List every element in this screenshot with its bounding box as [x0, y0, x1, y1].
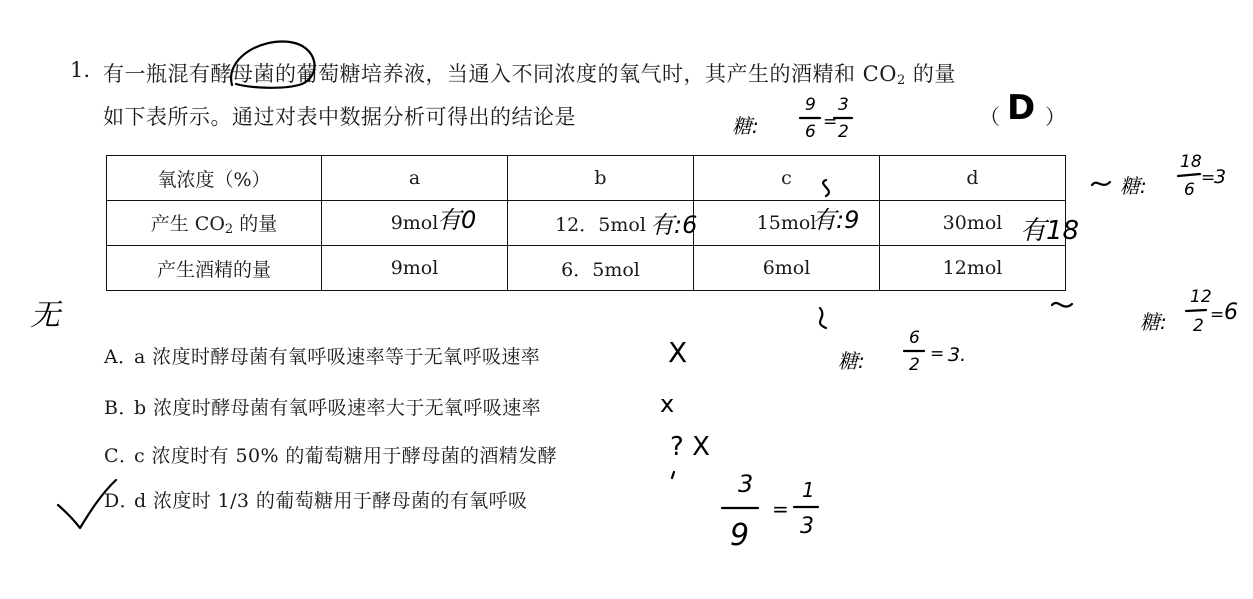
handwritten-fraction-den: 2	[838, 122, 849, 142]
question-stem-line1: 有一瓶混有酵母菌的葡萄糖培养液，当通入不同浓度的氧气时，其产生的酒精和 $CO_2$ 的量	[103, 62, 956, 88]
handwritten-fraction-num: 6	[909, 328, 920, 348]
handwritten-fraction-den: 3	[800, 514, 814, 539]
table-cell: 12．5mol	[508, 201, 694, 246]
handwritten-result: 6	[1224, 300, 1238, 325]
handwritten-tang-label: 糖:	[732, 114, 759, 138]
tilde-mark	[1052, 303, 1072, 307]
handwritten-tang-label: 糖:	[838, 349, 865, 373]
handwritten-fraction-num: 3	[838, 95, 849, 115]
tilde-mark	[1092, 182, 1110, 185]
table-cell: 产生酒精的量	[107, 246, 322, 291]
handwritten-wu: 无	[30, 298, 60, 333]
table-row	[107, 246, 1066, 291]
table-cell: a	[322, 156, 508, 201]
handwritten-tang-label: 糖:	[1120, 174, 1147, 198]
handwritten-equals: =	[823, 112, 838, 132]
handwritten-you-c: 有:9	[812, 206, 860, 234]
handwritten-fraction-num: 12	[1190, 287, 1212, 307]
handwritten-fraction-den: 9	[730, 518, 750, 553]
handwritten-fraction-num: 1	[802, 478, 815, 502]
question-stem-line2: 如下表所示。通过对表中数据分析可得出的结论是	[103, 105, 576, 129]
handwritten-equals: =	[1201, 168, 1216, 188]
answer-paren-right: ）	[1045, 105, 1066, 129]
handwritten-fraction-num: 3	[738, 470, 754, 498]
table-row	[107, 201, 1066, 246]
data-table	[106, 155, 1066, 291]
table-cell: 15mol	[694, 201, 880, 246]
fraction-bar	[1178, 174, 1200, 176]
table-row	[107, 156, 1066, 201]
handwritten-answer: D	[1007, 88, 1036, 128]
handwritten-you-b: 有:6	[650, 211, 698, 239]
handwritten-question-mark: ? X	[670, 432, 710, 462]
handwritten-result: 3	[1214, 166, 1227, 188]
table-cell: 9mol	[322, 201, 508, 246]
option-a[interactable]: A．a 浓度时酵母菌有氧呼吸速率等于无氧呼吸速率	[104, 346, 541, 368]
table-cell: 产生 $CO_2$ 的量	[107, 201, 322, 246]
handwritten-result: 3.	[948, 344, 967, 366]
answer-paren-left: （	[979, 105, 1000, 129]
handwritten-fraction-den: 6	[1184, 180, 1195, 200]
handwritten-x-mark: X	[668, 336, 688, 369]
handwritten-fraction-den: 2	[909, 355, 920, 375]
option-b[interactable]: B．b 浓度时酵母菌有氧呼吸速率大于无氧呼吸速率	[104, 397, 542, 419]
table-cell: 6mol	[694, 246, 880, 291]
table-cell: 12mol	[880, 246, 1066, 291]
table-cell: d	[880, 156, 1066, 201]
option-d[interactable]: D．d 浓度时 1/3 的葡萄糖用于酵母菌的有氧呼吸	[104, 490, 528, 512]
handwritten-fraction-num: 9	[805, 95, 816, 115]
comma-mark	[672, 472, 674, 478]
table-cell: 9mol	[322, 246, 508, 291]
handwritten-you-d: 有18	[1020, 216, 1080, 246]
table-cell: c	[694, 156, 880, 201]
table-cell: 30mol	[880, 201, 1066, 246]
handwritten-equals: =	[930, 344, 945, 364]
handwritten-equals: =	[1210, 305, 1225, 325]
question-number: 1.	[70, 58, 91, 82]
handwritten-fraction-den: 2	[1193, 316, 1204, 336]
table-cell: 6．5mol	[508, 246, 694, 291]
option-c[interactable]: C．c 浓度时有 50% 的葡萄糖用于酵母菌的酒精发酵	[104, 445, 557, 467]
handwritten-x-mark: x	[660, 390, 675, 418]
handwritten-fraction-num: 18	[1180, 152, 1202, 172]
tilde-mark	[820, 308, 826, 328]
table-cell: 氧浓度（%）	[107, 156, 322, 201]
handwritten-equals: =	[772, 497, 789, 521]
table-cell: b	[508, 156, 694, 201]
handwritten-fraction-den: 6	[805, 122, 816, 142]
handwritten-tang-label: 糖:	[1140, 310, 1167, 334]
handwritten-you-a: 有0	[437, 206, 477, 234]
fraction-bar	[1186, 310, 1206, 311]
